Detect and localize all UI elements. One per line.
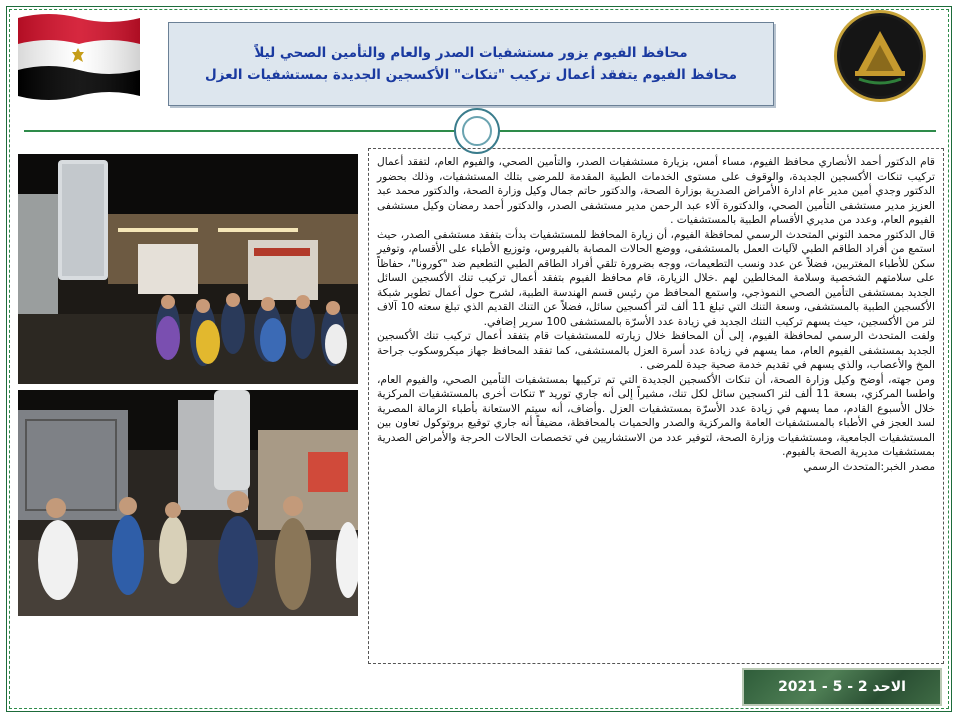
article-paragraph: قال الدكتور محمد التوني المتحدث الرسمي لمحافظة الفيوم، أن زيارة المحافظ للمستشفيات بدأت بتفقد مستشفى الصدر، حيث استمع من أفراد الطاقم الطبي لآليات العمل بالمستشفى، ووضع الحالات المصابة بالفيروس، وتوزيع الأطباء على الأقسام، وتوفير سكن للأطباء المغتربين، فضلاً عن عدد ونسب التطعيمات، ووجه بضرورة تلقي أفراد الطاقم الطبي التطعيم ضد "كورونا"، حفاظاً على سلامتهم الشخصية وسلامة المخالطين لهم .خلال الزيارة، قام محافظ الفيوم بتفقد أعمال تركيب تنك الأكسجين السائل الجديد بمستشفى التأمين الصحي النموذجي، واستمع المحافظ من رئيس قسم الهندسة الطبية، لشرح حول أعمال تطوير شبكة الأكسجين الطبية بالمستشفى، وسعة التنك التي تبلغ 11 ألف لتر أكسجين سائل، فضلاً عن التنك القديم الذي تبلغ سعته 10 آلاف لتر من الأكسجين، حيث يسهم تركيب التنك الجديد في زيادة عدد الأسرّة بالمستشفى 100 سرير إضافي. — [377, 228, 935, 328]
fayoum-governorate-logo-icon — [837, 13, 923, 99]
article-paragraph: ومن جهته، أوضح وكيل وزارة الصحة، أن تنكات الأكسجين الجديدة التي تم تركيبها بمستشفيات التأمين الصحي، والفيوم العام، واطسا المركزي، بسعة 11 ألف لتر اكسجين سائل لكل تنك، مشيراً إلى أنه جاري توريد ٣ تنكات أخرى بالمستشفيات المركزية خلال الأسبوع القادم، مما يسهم في زيادة عدد الأسرّة بمستشفيات العزل .وأضاف، أنه سيتم الاستعانة بأطباء الزمالة المصرية لسد العجز في الأطباء بالمستشفيات العامة والمركزية والصدر والحميات بالمحافظة، مضيفاً أنه جاري توقيع بروتوكول تعاون بين المستشفيات الجامعية، ومستشفيات وزارة الصحة، لتوفير عدد من الاستشاريين في تخصصات الحالات الحرجة والأمراض الصدرية بمستشفيات مديرية الصحة بالفيوم. — [377, 373, 936, 458]
photo-oxygen-tank-visit — [18, 154, 358, 384]
date-text: الاحد 2 - 5 - 2021 — [778, 679, 906, 695]
article-paragraph: قام الدكتور أحمد الأنصاري محافظ الفيوم، مساء أمس، بزيارة مستشفيات الصدر، والتأمين الصحي، والفيوم العام، لتفقد أعمال تركيب تنكات الأكسجين الجديدة، والوقوف على مستوى الخدمات الطبية المقدمة للمرضى بتلك المستشفيات، وذلك بحضور الدكتور وجدي أمين مدير عام ادارة الأمراض الصدرية بوزارة الصحة، والدكتور حاتم جمال وكيل وزارة الصحة، والدكتور محمد عبد العزيز مدير مستشفى التأمين الصحي، والدكتورة آلاء عبد الرحمن مدير مستشفى الصدر، والدكتور أحمد رمضان وكيل مستشفى الفيوم العام، وعدد من مديري الأقسام الطبية بالمستشفيات . — [377, 156, 935, 226]
article-body — [368, 148, 944, 664]
egypt-flag-icon — [14, 10, 144, 100]
headline-line-2: محافظ الفيوم يتفقد أعمال تركيب "تنكات" الأكسجين الجديدة بمستشفيات العزل — [205, 67, 737, 83]
headline-line-1: محافظ الفيوم يزور مستشفيات الصدر والعام والتأمين الصحي ليلاً — [254, 45, 688, 61]
governorate-logo — [834, 10, 926, 102]
photo-hospital-walk — [18, 390, 358, 616]
photo-illustration-2 — [18, 390, 358, 616]
headline-box — [168, 22, 774, 106]
article-source: مصدر الخبر:المتحدث الرسمي — [803, 460, 935, 473]
date-badge — [742, 668, 942, 706]
photo-illustration-1 — [18, 154, 358, 384]
article-paragraph: ولفت المتحدث الرسمي لمحافظة الفيوم، إلى أن المحافظ خلال زيارته للمستشفيات قام بتفقد أعمال تركيب تنك الأكسجين الجديد بمستشفى الفيوم العام، مما يسهم في زيادة عدد أسرة العزل بالمستشفى، كما تفقد المحافظ جهاز ميكروسكوب جراحة المخ والأعصاب، والذي يسهم في تقديم خدمة صحية جيدة للمرضى . — [377, 330, 935, 371]
